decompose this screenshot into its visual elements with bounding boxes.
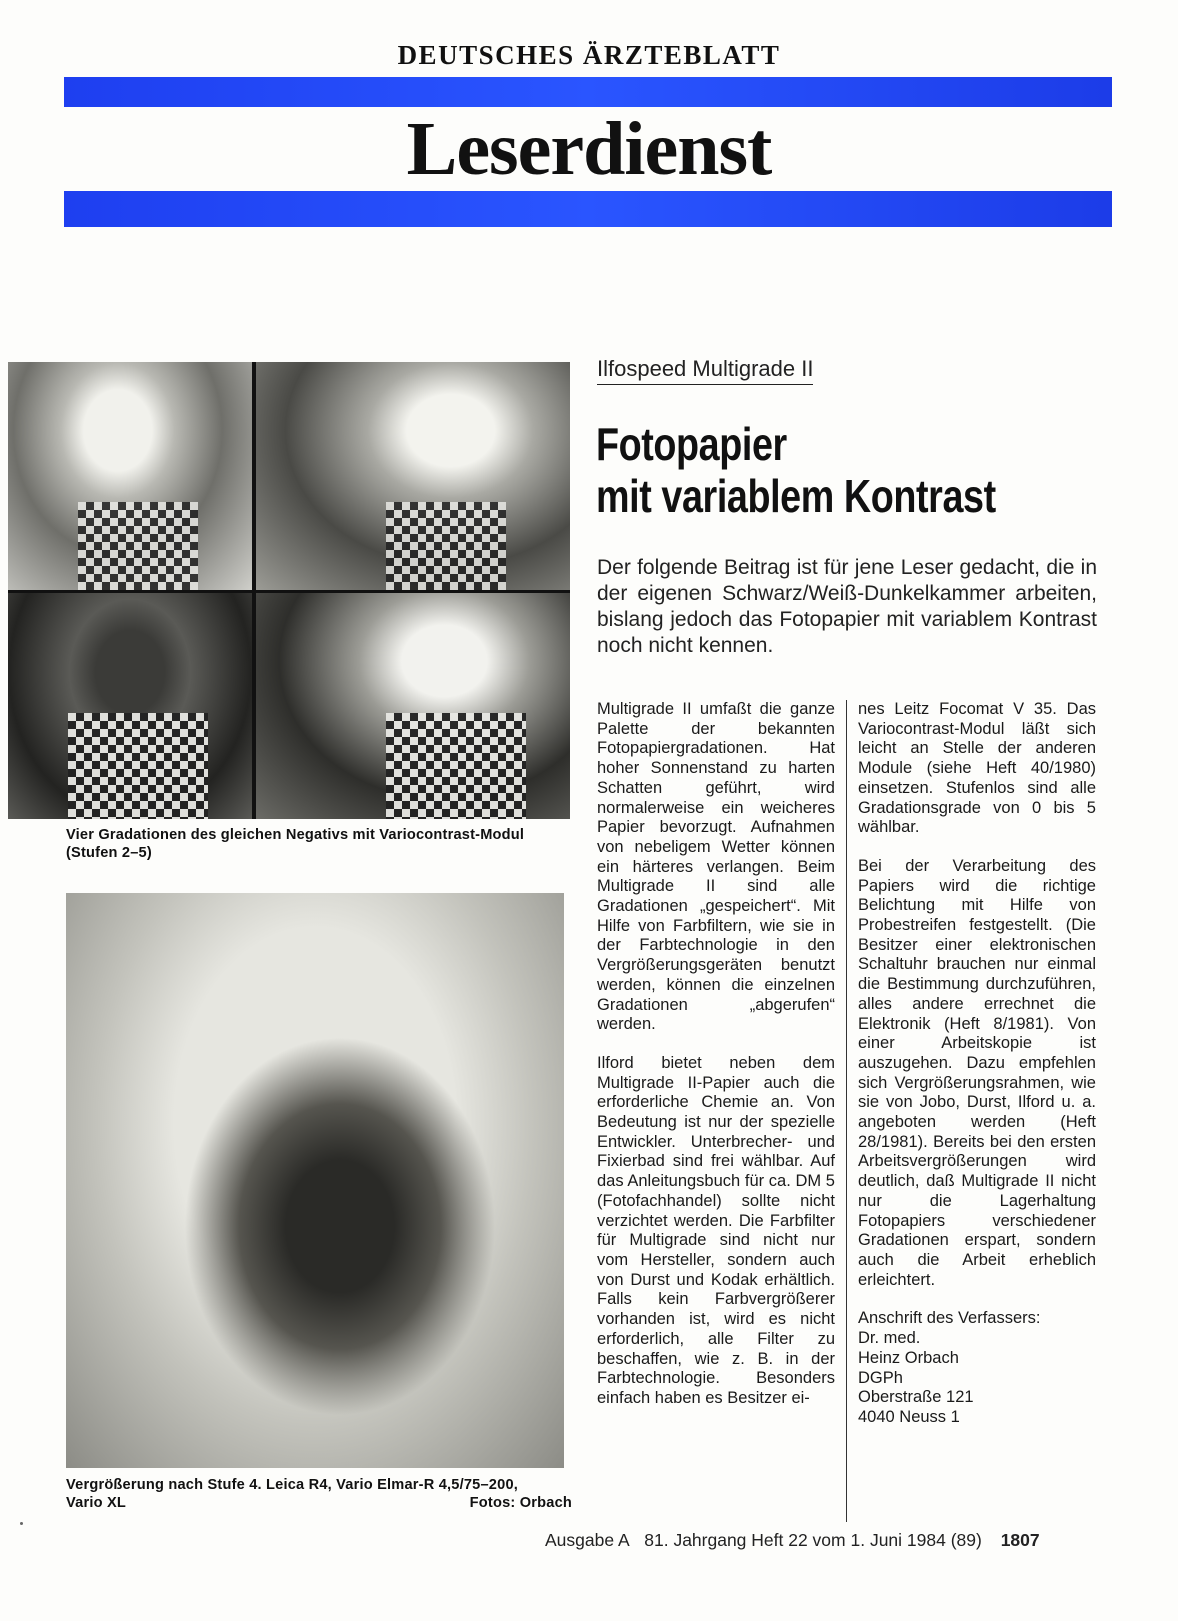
column-rule: [846, 700, 847, 1522]
address-line: Dr. med.: [858, 1329, 921, 1348]
photo-garment-pattern: [386, 713, 526, 819]
address-line: DGPh: [858, 1368, 903, 1387]
page-number: 1807: [1000, 1530, 1040, 1550]
page-footer: [545, 1530, 1040, 1551]
photo-grade-2: [8, 362, 252, 590]
body-column-1: [597, 700, 835, 1428]
caption-line-2-text: Vario XL: [66, 1495, 126, 1511]
author-address: [858, 1309, 1096, 1427]
photo-enlargement-caption: [66, 1476, 572, 1512]
photo-grid-caption: Vier Gradationen des gleichen Negativs mit Variocontrast-Modul (Stufen 2–5): [66, 827, 525, 861]
photo-grid-divider-horizontal: [8, 590, 570, 593]
address-line: Oberstraße 121: [858, 1388, 974, 1407]
caption-line-1: Vergrößerung nach Stufe 4. Leica R4, Vario Elmar-R 4,5/75–200,: [66, 1477, 519, 1493]
footer-issue: 81. Jahrgang Heft 22 vom 1. Juni 1984 (89): [644, 1530, 982, 1550]
photo-grade-3: [256, 362, 570, 590]
photo-garment-pattern: [68, 713, 208, 819]
address-line: Heinz Orbach: [858, 1348, 959, 1367]
headline-line-1: Fotopapier: [596, 418, 787, 470]
article-kicker: Ilfospeed Multigrade II: [597, 356, 813, 385]
section-title: Leserdienst: [406, 107, 772, 191]
body-column-2: [858, 700, 1096, 1428]
photo-credit: Fotos: Orbach: [469, 1495, 572, 1511]
footer-edition: Ausgabe A: [545, 1530, 630, 1550]
photo-garment-pattern: [386, 502, 506, 590]
photo-grade-4: [8, 593, 252, 819]
paragraph: nes Leitz Focomat V 35. Das Variocontrast-Modul läßt sich leicht an Stelle der anderen Module (siehe Heft 40/1980) einsetzen. Stufenlos sind alle Gradationsgrade von 0 bis 5 wählbar.: [858, 700, 1096, 837]
headline-line-2: mit variablem Kontrast: [596, 470, 996, 522]
caption-line-2: [66, 1494, 572, 1512]
photo-garment-pattern: [78, 502, 198, 590]
address-label: Anschrift des Verfassers:: [858, 1309, 1041, 1328]
paragraph: Ilford bietet neben dem Multigrade II-Papier auch die erforderliche Chemie an. Von Bedeutung ist nur der spezielle Entwickler. Unterbrecher- und Fixierbad sind frei wählbar. Auf das Anleitungsbuch für ca. DM 5 (Fotofachhandel) sollte nicht verzichtet werden. Die Farbfilter für Multigrade sind nicht nur vom Hersteller, sondern auch von Durst und Kodak erhältlich. Falls kein Farbvergrößerer vorhanden ist, wird es nicht erforderlich, alle Filter zu beschaffen, wie z. B. in der Farbtechnologie. Besonders einfach haben es Besitzer ei-: [597, 1053, 835, 1407]
article-lead: Der folgende Beitrag ist für jene Leser gedacht, die in der eigenen Schwarz/Weiß-Dunkelkammer arbeiten, bislang jedoch das Fotopapier mit variablem Kontrast noch nicht kennen.: [597, 556, 1097, 657]
article-headline: [596, 418, 1022, 522]
masthead-band-bottom: [64, 191, 1112, 227]
photo-enlargement: [66, 893, 564, 1468]
masthead-band-top: [64, 77, 1112, 107]
paragraph: Bei der Verarbeitung des Papiers wird die richtige Belichtung mit Hilfe von Probestreifen festgestellt. (Die Besitzer einer elektronischen Schaltuhr brauchen nur einmal die Bestimmung durchzuführen, alles andere errechnet die Elektronik (Heft 8/1981). Von einer Arbeitskopie ist auszugehen. Dazu empfehlen sich Vergrößerungsrahmen, wie sie von Jobo, Durst, Ilford u. a. angeboten werden (Heft 28/1981). Bereits bei den ersten Arbeitsvergrößerungen wird deutlich, daß Multigrade II nicht nur die Lagerhaltung Fotopapiers verschiedener Gradationen erspart, sondern auch die Arbeit erheblich erleichtert.: [858, 856, 1096, 1289]
paragraph: Multigrade II umfaßt die ganze Palette der bekannten Fotopapiergradationen. Hat hoher Sonnenstand zu harten Schatten geführt, wird normalerweise ein weicheres Papier bevorzugt. Aufnahmen von nebeligem Wetter können ein härteres verlangen. Beim Multigrade II sind alle Gradationen „gespeichert“. Mit Hilfe von Farbfiltern, wie sie in der Farbtechnologie in den Vergrößerungsgeräten benutzt werden, können die einzelnen Gradationen „abgerufen“ werden.: [597, 700, 835, 1034]
print-speck: [20, 1522, 23, 1525]
photo-grade-5: [256, 593, 570, 819]
publication-name: DEUTSCHES ÄRZTEBLATT: [397, 40, 781, 70]
address-line: 4040 Neuss 1: [858, 1407, 960, 1426]
